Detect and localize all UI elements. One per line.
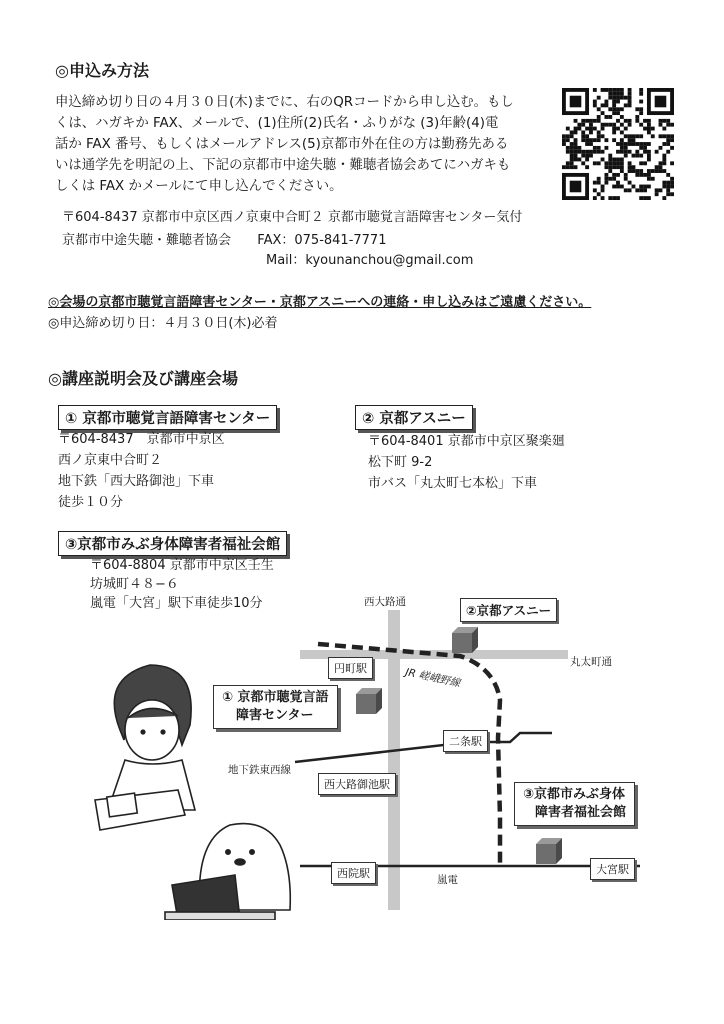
map-box-omiya: 大宮駅 bbox=[590, 858, 635, 880]
map-box-center bbox=[213, 685, 338, 729]
apply-address: 〒604-8437 京都市中京区西ノ京東中合町２ 京都市聴覚言語障害センター気付 bbox=[62, 210, 523, 225]
apply-body-line: 話か FAX 番号、もしくはメールアドレス(5)京都市外在住の方は勤務先ある bbox=[55, 137, 509, 152]
map-label-nishioji: 西大路通 bbox=[364, 596, 406, 608]
venue-3-heading: ③京都市みぶ身体障害者福祉会館 bbox=[58, 531, 287, 556]
center-building-icon bbox=[356, 688, 382, 714]
venue-2-heading: ② 京都アスニー bbox=[355, 405, 473, 430]
access-map bbox=[0, 590, 724, 920]
map-box-entomachi: 円町駅 bbox=[328, 657, 373, 679]
apply-contact bbox=[62, 231, 386, 251]
venues-title: ◎講座説明会及び講座会場 bbox=[48, 369, 238, 388]
apply-fax: FAX：075-841-7771 bbox=[257, 233, 387, 248]
map-center-line: 障害センター bbox=[236, 708, 314, 723]
venue-1-line: 〒604-8437 京都市中京区 bbox=[58, 432, 225, 447]
venue-2-line: 松下町 9-2 bbox=[368, 455, 433, 470]
map-box-saiin: 西院駅 bbox=[331, 862, 376, 884]
apply-body-line: しくは FAX かメールにて申し込んでください。 bbox=[55, 179, 343, 194]
venue-1-heading: ① 京都市聴覚言語障害センター bbox=[58, 405, 277, 430]
deadline-text: ◎申込締め切り日：４月３０日(木)必着 bbox=[48, 316, 278, 331]
qr-code-icon bbox=[562, 88, 674, 200]
apply-body bbox=[55, 92, 555, 197]
map-center-line: ① 京都市聴覚言語 bbox=[222, 690, 329, 705]
map-box-mibu bbox=[514, 782, 635, 826]
asny-building-icon bbox=[452, 627, 478, 653]
venue-3-line: 〒604-8804 京都市中京区壬生 bbox=[90, 558, 274, 573]
apply-mail[interactable]: Mail：kyounanchou@gmail.com bbox=[266, 253, 474, 268]
venue-3-line: 坊城町４８−６ bbox=[90, 577, 179, 592]
person-illustration-icon bbox=[95, 665, 195, 830]
apply-org: 京都市中途失聴・難聴者協会 bbox=[62, 233, 232, 248]
map-label-tozai: 地下鉄東西線 bbox=[228, 764, 291, 776]
apply-body-line: いは通学先を明記の上、下記の京都市中途失聴・難聴者協会あてにハガキも bbox=[55, 158, 511, 173]
map-mibu-line: 障害者福祉会館 bbox=[535, 805, 627, 820]
venue-1-line: 地下鉄「西大路御池」下車 bbox=[58, 474, 215, 489]
map-label-jr: JR 嵯峨野線 bbox=[404, 666, 462, 690]
venue-1-line: 西ノ京東中合町２ bbox=[58, 453, 163, 468]
venue-2-details bbox=[368, 431, 565, 494]
venue-2-line: 市バス「丸太町七本松」下車 bbox=[368, 476, 538, 491]
map-mibu-line: ③京都市みぶ身体 bbox=[523, 787, 626, 802]
venue-1-details bbox=[58, 429, 225, 513]
seal-illustration-icon bbox=[165, 824, 290, 920]
venue-1-line: 徒歩１０分 bbox=[58, 495, 124, 510]
apply-body-line: 申込締め切り日の４月３０日(木)までに、右のQRコードから申し込む。もし bbox=[55, 95, 514, 110]
mibu-building-icon bbox=[536, 838, 562, 864]
map-box-nijo: 二条駅 bbox=[443, 730, 488, 752]
apply-title: ◎申込み方法 bbox=[55, 61, 149, 80]
tozai-line bbox=[295, 733, 552, 762]
map-label-randen: 嵐電 bbox=[437, 874, 458, 886]
map-box-oike: 西大路御池駅 bbox=[318, 773, 396, 795]
map-label-marutamachi: 丸太町通 bbox=[570, 656, 612, 668]
venue-3-line: 嵐電「大宮」駅下車徒歩10分 bbox=[90, 596, 263, 611]
map-box-asny: ②京都アスニー bbox=[460, 598, 557, 622]
venue-2-line: 〒604-8401 京都市中京区聚楽廻 bbox=[368, 434, 565, 449]
notice-text: ◎会場の京都市聴覚言語障害センター・京都アスニーへの連絡・申し込みはご遠慮ください。 bbox=[48, 295, 592, 310]
qr-code[interactable] bbox=[562, 88, 674, 200]
apply-body-line: くは、ハガキか FAX、メールで、(1)住所(2)氏名・ふりがな (3)年齢(4)電 bbox=[55, 116, 499, 131]
